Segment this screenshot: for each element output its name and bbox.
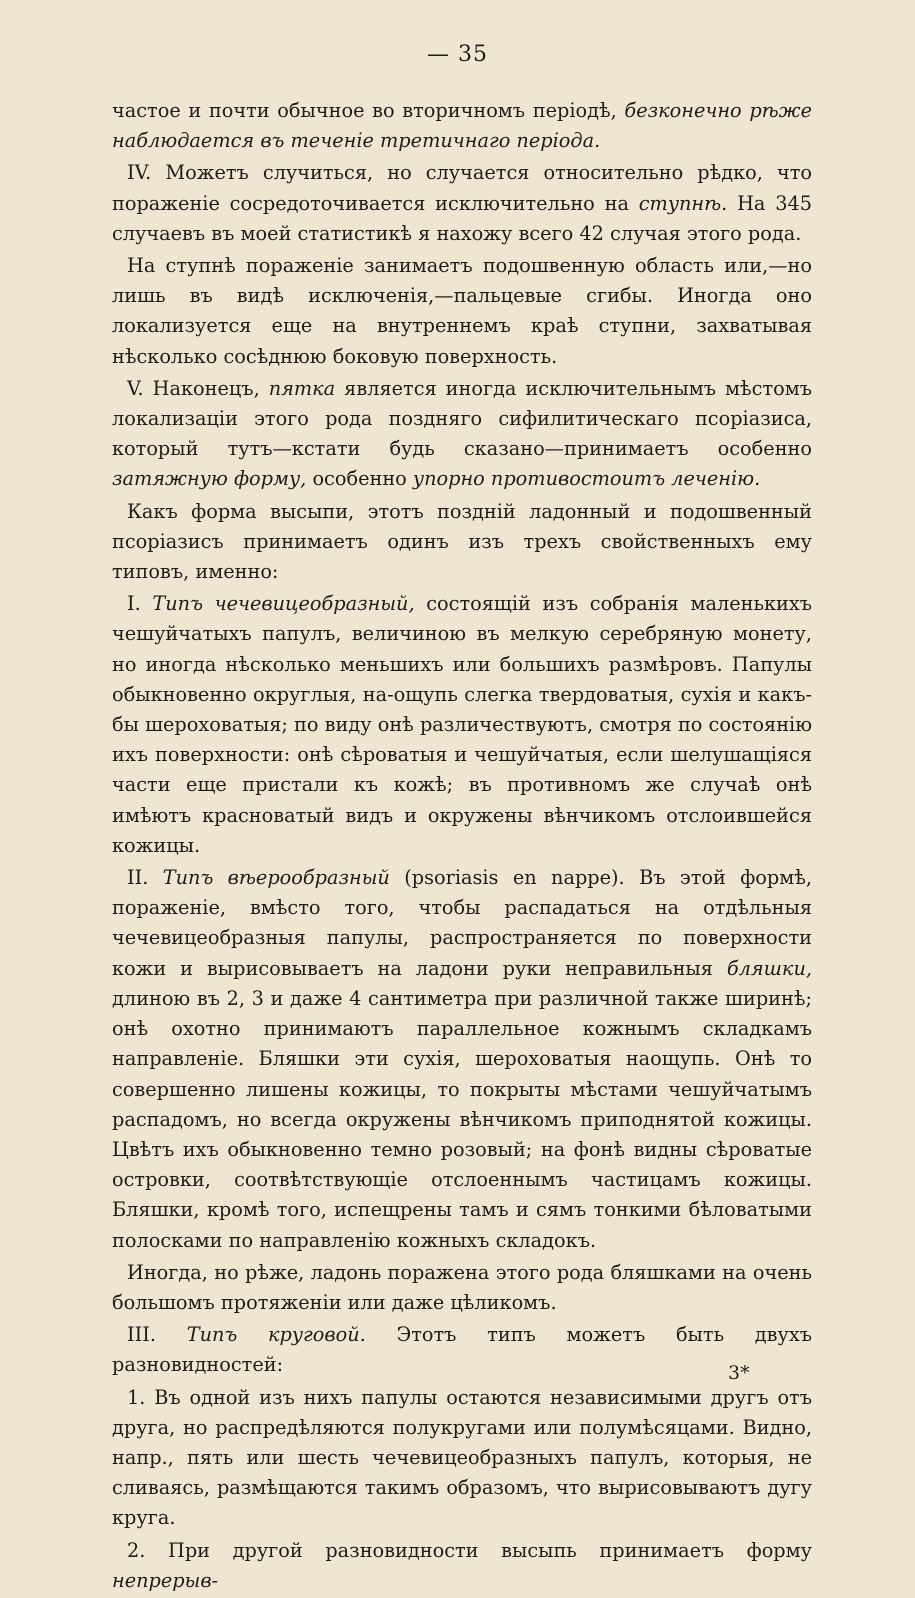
text-run: особенно: [306, 467, 413, 491]
signature-mark: 3*: [728, 1362, 750, 1384]
text-run: Этотъ типъ можетъ быть двухъ разновидностей:: [112, 1323, 813, 1377]
text-run: IV. Можетъ случиться, но случается относительно рѣдко, что пораженіе сосредоточивается исключительно на: [112, 161, 812, 215]
text-run: На 345 случаевъ въ моей статистикѣ я нахожу всего 42 случая этого рода.: [112, 191, 812, 245]
italic-run: бляшки,: [726, 956, 812, 980]
text-run: 2. При другой разновидности высыпь принимаетъ форму: [127, 1538, 812, 1562]
italic-run: затяжную форму,: [112, 467, 307, 491]
italic-run: Типъ круговой.: [186, 1323, 366, 1347]
paragraph: [112, 1320, 812, 1380]
paragraph: [112, 96, 812, 156]
italic-run: упорно противостоитъ леченію.: [412, 467, 761, 491]
paragraph: [112, 251, 812, 372]
text-run: частое и почти обычное во вторичномъ періодѣ,: [112, 99, 625, 122]
text-run: На ступнѣ пораженіе занимаетъ подошвенную область или,—но лишь въ видѣ исключенія,—пальцевые сгибы. Иногда оно локализуется еще на внутреннемъ краѣ ступни, захватывая нѣсколько сосѣднюю боковую поверхность.: [112, 254, 812, 368]
text-run: является иногда исключительнымъ мѣстомъ локализаціи этого рода поздняго сифилитическаго псоріазиса, который тутъ—кстати будь сказано—принимаетъ особенно: [112, 376, 812, 461]
paragraph: [112, 497, 812, 588]
paragraph: [112, 1536, 812, 1596]
text-run: II.: [127, 866, 163, 890]
paragraph: [112, 1383, 812, 1534]
text-run: Какъ форма высыпи, этотъ поздній ладонный и подошвенный псоріазисъ принимаетъ одинъ изъ трехъ свойственныхъ ему типовъ, именно:: [112, 499, 812, 584]
text-run: I.: [127, 592, 153, 616]
text-run: состоящій изъ собранія маленькихъ чешуйчатыхъ папулъ, величиною въ мелкую серебряную монету, но иногда нѣсколько меньшихъ или большихъ размѣровъ. Папулы обыкновенно округлыя, на-ощупь слегка твердоватыя, сухія и какъ-бы шероховатыя; по виду онѣ различествуютъ, смотря по состоянію ихъ поверхности: онѣ сѣроватыя и чешуйчатыя, если шелушащіяся части еще пристали къ кожѣ; въ противномъ же случаѣ онѣ имѣютъ красноватый видъ и окружены вѣнчикомъ отслоившейся кожицы.: [112, 592, 812, 857]
paragraph: [112, 863, 812, 1256]
italic-run: пятка: [268, 376, 336, 400]
paragraph: [112, 158, 812, 249]
italic-run: Типъ вѣерообразный: [162, 866, 390, 890]
text-run: V. Наконецъ,: [127, 376, 269, 400]
italic-run: ступнѣ.: [638, 191, 728, 215]
body-text: [112, 96, 812, 1598]
paragraph: [112, 589, 812, 861]
page-number: — 35: [427, 42, 488, 67]
paragraph: [112, 1258, 812, 1318]
italic-run: Типъ чечевицеобразный,: [152, 592, 415, 616]
italic-run: безконечно рѣже наблюдается въ теченіе третичнаго періода.: [112, 99, 813, 153]
text-run: III.: [127, 1323, 187, 1347]
text-run: (psoriasis en nappe). Въ этой формѣ, пораженіе, вмѣсто того, чтобы распадаться на отдѣльныя чечевицеобразныя папулы, распространяется по поверхности кожи и вырисовываетъ на ладони руки неправильныя: [112, 866, 813, 980]
text-run: длиною въ 2, 3 и даже 4 сантиметра при различной также ширинѣ; онѣ охотно принимаютъ параллельное кожнымъ складкамъ направленіе. Бляшки эти сухія, шероховатыя наощупь. Онѣ то совершенно лишены кожицы, то покрыты мѣстами чешуйчатымъ распадомъ, но всегда окружены вѣнчикомъ приподнятой кожицы. Цвѣтъ ихъ обыкновенно темно розовый; на фонѣ видны сѣроватые островки, соотвѣтствующіе отслоеннымъ частицамъ кожицы. Бляшки, кромѣ того, испещрены тамъ и сямъ тонкими бѣловатыми полосками по направленію кожныхъ складокъ.: [112, 986, 812, 1252]
text-run: 1. Въ одной изъ нихъ папулы остаются независимыми другъ отъ друга, но распредѣляются полукругами или полумѣсяцами. Видно, напр., пять или шесть чечевицеобразныхъ папулъ, которыя, не сливаясь, размѣщаются такимъ образомъ, что вырисовываютъ дугу круга.: [112, 1385, 812, 1530]
paragraph: [112, 374, 812, 495]
text-run: Иногда, но рѣже, ладонь поражена этого рода бляшками на очень большомъ протяженіи или даже цѣликомъ.: [112, 1260, 812, 1314]
italic-run: непрерыв-: [112, 1568, 219, 1592]
